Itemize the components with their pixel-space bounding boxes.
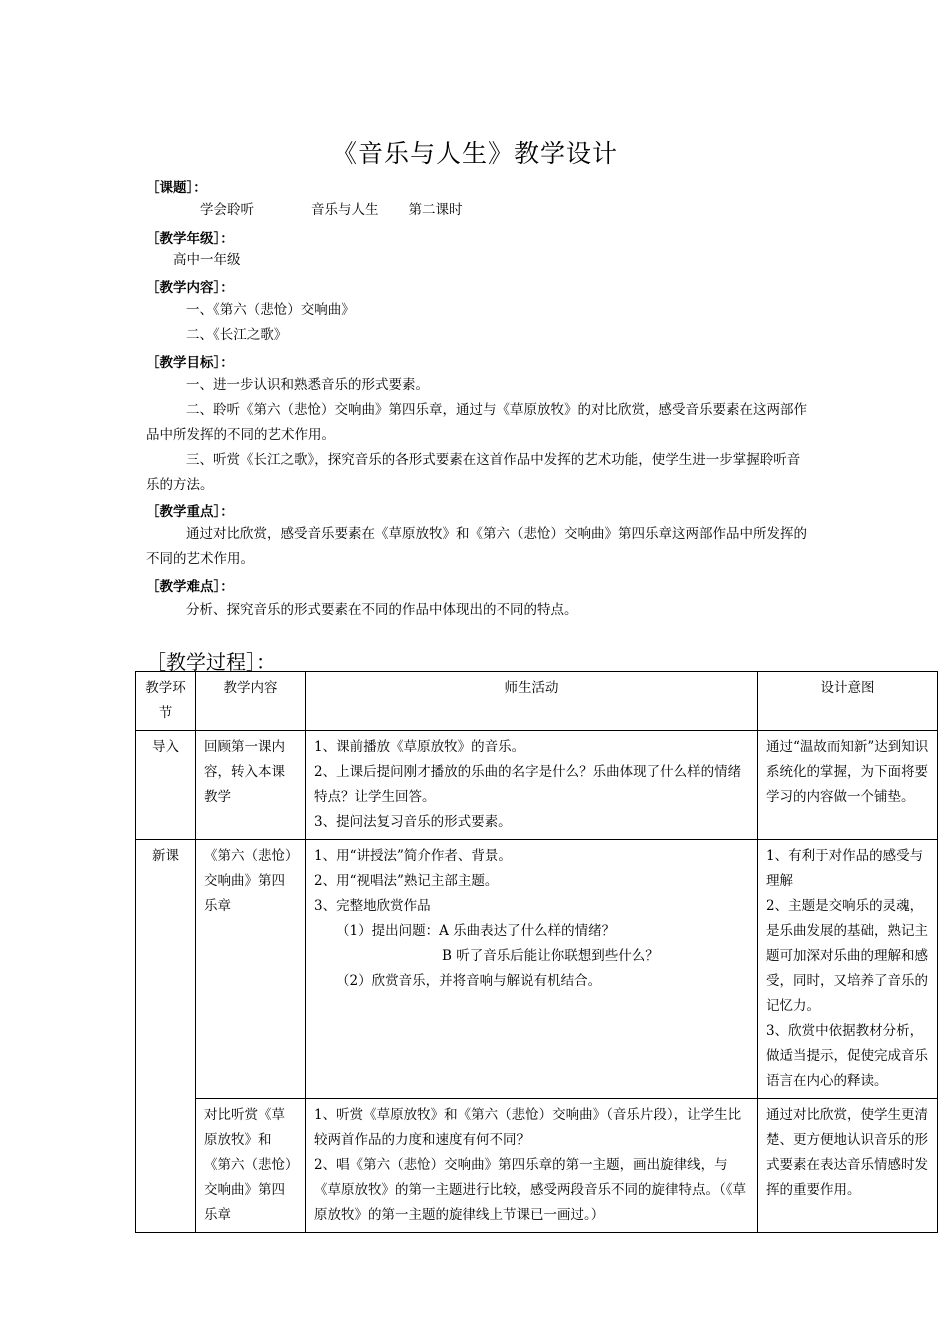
- activity-line: （2）欣赏音乐，并将音响与解说有机结合。: [336, 973, 602, 989]
- activity-line: 1、听赏《草原放牧》和《第六（悲怆）交响曲》（音乐片段），让学生比较两首作品的力度和速度有何不同？: [314, 1107, 742, 1148]
- activity-line: 1、用“讲授法”简介作者、背景。: [314, 848, 512, 864]
- activity-line: 2、用“视唱法”熟记主部主题。: [314, 873, 499, 889]
- activities-cell: [306, 840, 758, 1099]
- activity-line: 1、课前播放《草原放牧》的音乐。: [314, 739, 526, 755]
- intent-line: 1、有利于对作品的感受与理解: [766, 848, 924, 889]
- table-row: [136, 1099, 938, 1233]
- content-item: 二、《长江之歌》: [186, 327, 288, 343]
- activity-line: 2、上课后提问刚才播放的乐曲的名字是什么？乐曲体现了什么样的情绪特点？让学生回答。: [314, 764, 742, 805]
- goal-item: 一、进一步认识和熟悉音乐的形式要素。: [186, 377, 429, 393]
- key-value: 通过对比欣赏，感受音乐要素在《草原放牧》和《第六（悲怆）交响曲》第四乐章这两部作品中所发挥的不同的艺术作用。: [146, 526, 807, 567]
- intent-line: 2、主题是交响乐的灵魂，是乐曲发展的基础，熟记主题可加深对乐曲的理解和感受，同时，又培养了音乐的记忆力。: [766, 898, 928, 1014]
- topic-item: 学会聆听: [200, 202, 254, 218]
- goal-item: 二、聆听《第六（悲怆）交响曲》第四乐章，通过与《草原放牧》的对比欣赏，感受音乐要素在这两部作品中所发挥的不同的艺术作用。: [146, 402, 807, 443]
- header-intent: 设计意图: [758, 672, 938, 731]
- difficulty-value: 分析、探究音乐的形式要素在不同的作品中体现出的不同的特点。: [186, 602, 578, 618]
- topic-label: ［课题］：: [146, 180, 207, 196]
- process-label: ［教学过程］：: [146, 650, 276, 674]
- activity-line: 3、完整地欣赏作品: [314, 898, 431, 914]
- content-label: ［教学内容］：: [146, 280, 234, 296]
- activities-cell: [306, 1099, 758, 1233]
- stage-cell: 新课: [136, 840, 196, 1233]
- goals-label: ［教学目标］：: [146, 355, 234, 371]
- table-header-row: [136, 672, 938, 731]
- content-cell: 《第六（悲怆）交响曲》第四乐章: [196, 840, 306, 1099]
- activities-cell: [306, 731, 758, 840]
- intent-cell: 通过“温故而知新”达到知识系统化的掌握，为下面将要学习的内容做一个铺垫。: [758, 731, 938, 840]
- difficulty-label: ［教学难点］：: [146, 579, 234, 595]
- activity-line: 3、提问法复习音乐的形式要素。: [314, 814, 512, 830]
- content-cell: 对比听赏《草原放牧》和《第六（悲怆）交响曲》第四乐章: [196, 1099, 306, 1233]
- activity-line: B 听了音乐后能让你联想到些什么？: [442, 948, 659, 964]
- topic-value: [146, 198, 810, 223]
- goal-item: 三、听赏《长江之歌》，探究音乐的各形式要素在这首作品中发挥的艺术功能，使学生进一步掌握聆听音乐的方法。: [146, 452, 801, 493]
- header-activities: 师生活动: [306, 672, 758, 731]
- grade-value: 高中一年级: [173, 252, 241, 268]
- stage-cell: 导入: [136, 731, 196, 840]
- header-stage: 教学环节: [136, 672, 196, 731]
- intent-cell: [758, 840, 938, 1099]
- topic-item: 音乐与人生: [311, 202, 379, 218]
- table-row: [136, 731, 938, 840]
- grade-label: ［教学年级］：: [146, 231, 234, 247]
- key-label: ［教学重点］：: [146, 504, 234, 520]
- table-row: [136, 840, 938, 1099]
- content-cell: 回顾第一课内容，转入本课教学: [196, 731, 306, 840]
- content-item: 一、《第六（悲怆）交响曲》: [186, 302, 355, 318]
- intent-cell: 通过对比欣赏，使学生更清楚、更方便地认识音乐的形式要素在表达音乐情感时发挥的重要作用。: [758, 1099, 938, 1233]
- topic-item: 第二课时: [408, 202, 463, 218]
- activity-line: （1）提出问题：A 乐曲表达了什么样的情绪？: [336, 923, 616, 939]
- header-content: 教学内容: [196, 672, 306, 731]
- document-title: 《音乐与人生》教学设计: [331, 139, 618, 168]
- intent-line: 3、欣赏中依据教材分析，做适当提示，促使完成音乐语言在内心的释读。: [766, 1023, 928, 1089]
- activity-line: 2、唱《第六（悲怆）交响曲》第四乐章的第一主题，画出旋律线，与《草原放牧》的第一主题进行比较，感受两段音乐不同的旋律特点。（《草原放牧》的第一主题的旋律线上节课已一画过。）: [314, 1157, 746, 1223]
- process-table: [135, 671, 938, 1233]
